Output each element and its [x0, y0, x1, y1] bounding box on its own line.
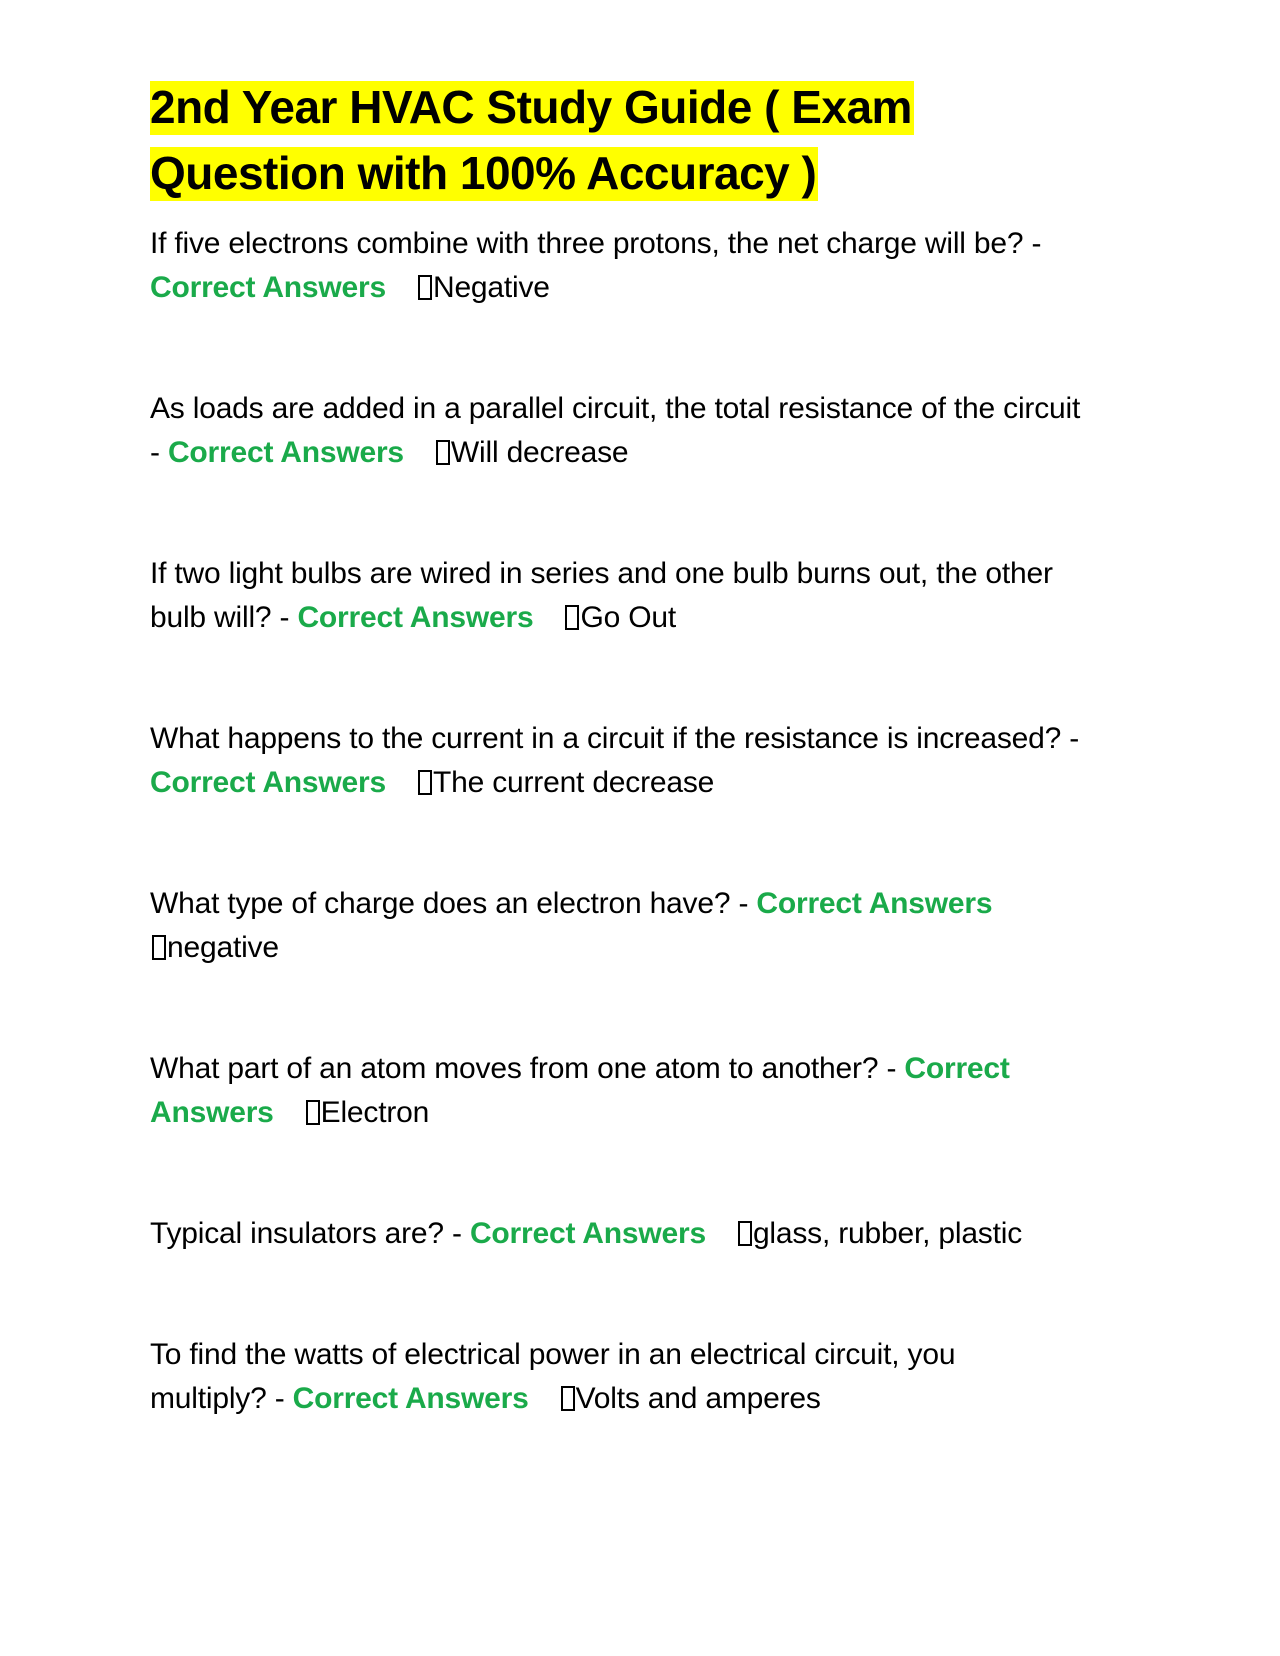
answer-text: The current decrease	[432, 766, 715, 799]
qa-item-6	[150, 1047, 1130, 1135]
title-line-2: Question with 100% Accuracy )	[150, 147, 817, 199]
qa-item-2	[150, 387, 1130, 475]
title-line-1: 2nd Year HVAC Study Guide ( Exam	[150, 81, 912, 133]
question-text-continued: multiply? -	[150, 1382, 293, 1415]
question-text: What type of charge does an electron have? -	[150, 887, 749, 920]
answer-text: glass, rubber, plastic	[752, 1217, 1023, 1250]
qa-item-4	[150, 717, 1130, 805]
correct-answers-label-part2: Answers	[150, 1096, 274, 1129]
question-text: What part of an atom moves from one atom to another? -	[150, 1052, 897, 1085]
answer-text: Go Out	[580, 601, 676, 634]
qa-item-7	[150, 1212, 1130, 1256]
box-glyph-icon	[738, 1221, 752, 1246]
qa-item-5	[150, 882, 1130, 970]
answer-text: Electron	[320, 1096, 430, 1129]
box-glyph-icon	[418, 275, 432, 300]
correct-answers-label: Correct Answers	[150, 766, 386, 799]
box-glyph-icon	[565, 605, 579, 630]
question-text: If two light bulbs are wired in series and one bulb burns out, the other	[150, 557, 1053, 590]
question-text: If five electrons combine with three protons, the net charge will be? -	[150, 227, 1042, 260]
qa-item-1	[150, 222, 1130, 310]
question-text: Typical insulators are? -	[150, 1217, 462, 1250]
box-glyph-icon	[418, 770, 432, 795]
answer-text: negative	[167, 931, 279, 964]
question-text: As loads are added in a parallel circuit, the total resistance of the circuit	[150, 392, 1081, 425]
page-title	[150, 74, 1110, 206]
question-text-continued: -	[150, 436, 168, 469]
box-glyph-icon	[306, 1100, 320, 1125]
question-text: To find the watts of electrical power in an electrical circuit, you	[150, 1338, 956, 1371]
box-glyph-icon	[152, 935, 166, 960]
qa-item-8	[150, 1333, 1130, 1421]
correct-answers-label: Correct Answers	[756, 887, 993, 920]
correct-answers-label-part1: Correct	[904, 1052, 1010, 1085]
correct-answers-label: Correct Answers	[150, 271, 386, 304]
box-glyph-icon	[436, 440, 450, 465]
qa-item-3	[150, 552, 1130, 640]
correct-answers-label: Correct Answers	[292, 1382, 529, 1415]
question-text-continued: bulb will? -	[150, 601, 298, 634]
correct-answers-label: Correct Answers	[297, 601, 534, 634]
answer-text: Volts and amperes	[575, 1382, 821, 1415]
question-text: What happens to the current in a circuit if the resistance is increased? -	[150, 722, 1079, 755]
correct-answers-label: Correct Answers	[167, 436, 404, 469]
answer-text: Will decrease	[450, 436, 629, 469]
answer-text: Negative	[432, 271, 550, 304]
box-glyph-icon	[561, 1386, 575, 1411]
correct-answers-label: Correct Answers	[469, 1217, 706, 1250]
